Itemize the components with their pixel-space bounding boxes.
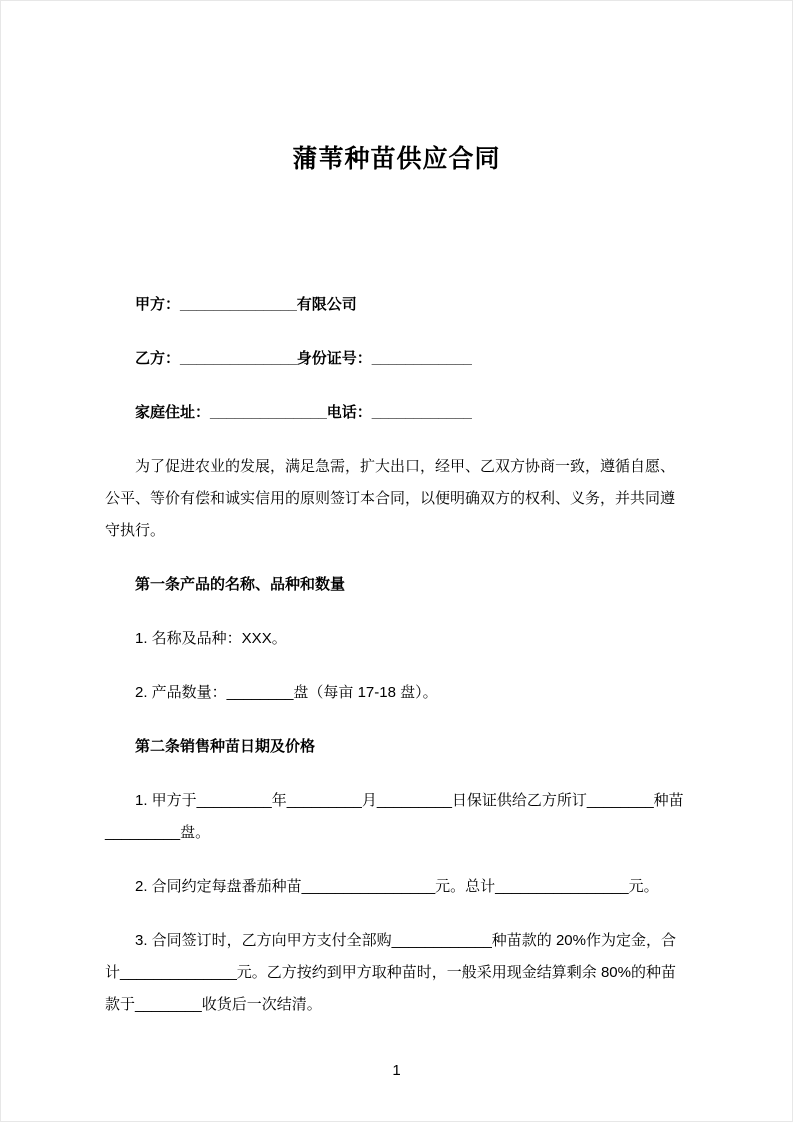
party-a-line: 甲方：______________有限公司 [135,296,357,313]
section-2-item-1: 1. 甲方于_________年_________月_________日保证供给乙方所订________种苗_________盘。 [105,792,684,841]
address-phone-line: 家庭住址：______________电话：____________ [135,404,472,421]
section-2-item-2: 2. 合同约定每盘番茄种苗________________元。总计________________元。 [135,878,659,895]
party-b-line: 乙方：______________身份证号：____________ [135,350,472,367]
section-2-item-3: 3. 合同签订时，乙方向甲方支付全部购____________种苗款的 20%作为定金，合计______________元。乙方按约到甲方取种苗时，一般采用现金结算剩余 80%的种苗款于________收货后一次结清。 [105,932,676,1013]
section-1-item-1: 1. 名称及品种：XXX。 [135,630,287,647]
section-1-item-2: 2. 产品数量：________盘（每亩 17-18 盘）。 [135,684,438,701]
document-title: 蒲苇种苗供应合同 [292,145,501,173]
preamble-paragraph: 为了促进农业的发展，满足急需，扩大出口，经甲、乙双方协商一致，遵循自愿、公平、等价有偿和诚实信用的原则签订本合同，以便明确双方的权利、义务，并共同遵守执行。 [105,458,676,539]
page-number: 1 [392,1062,401,1079]
section-1-heading: 第一条产品的名称、品种和数量 [135,576,346,593]
section-2-heading: 第二条销售种苗日期及价格 [135,738,316,755]
document-body [1,289,792,1021]
